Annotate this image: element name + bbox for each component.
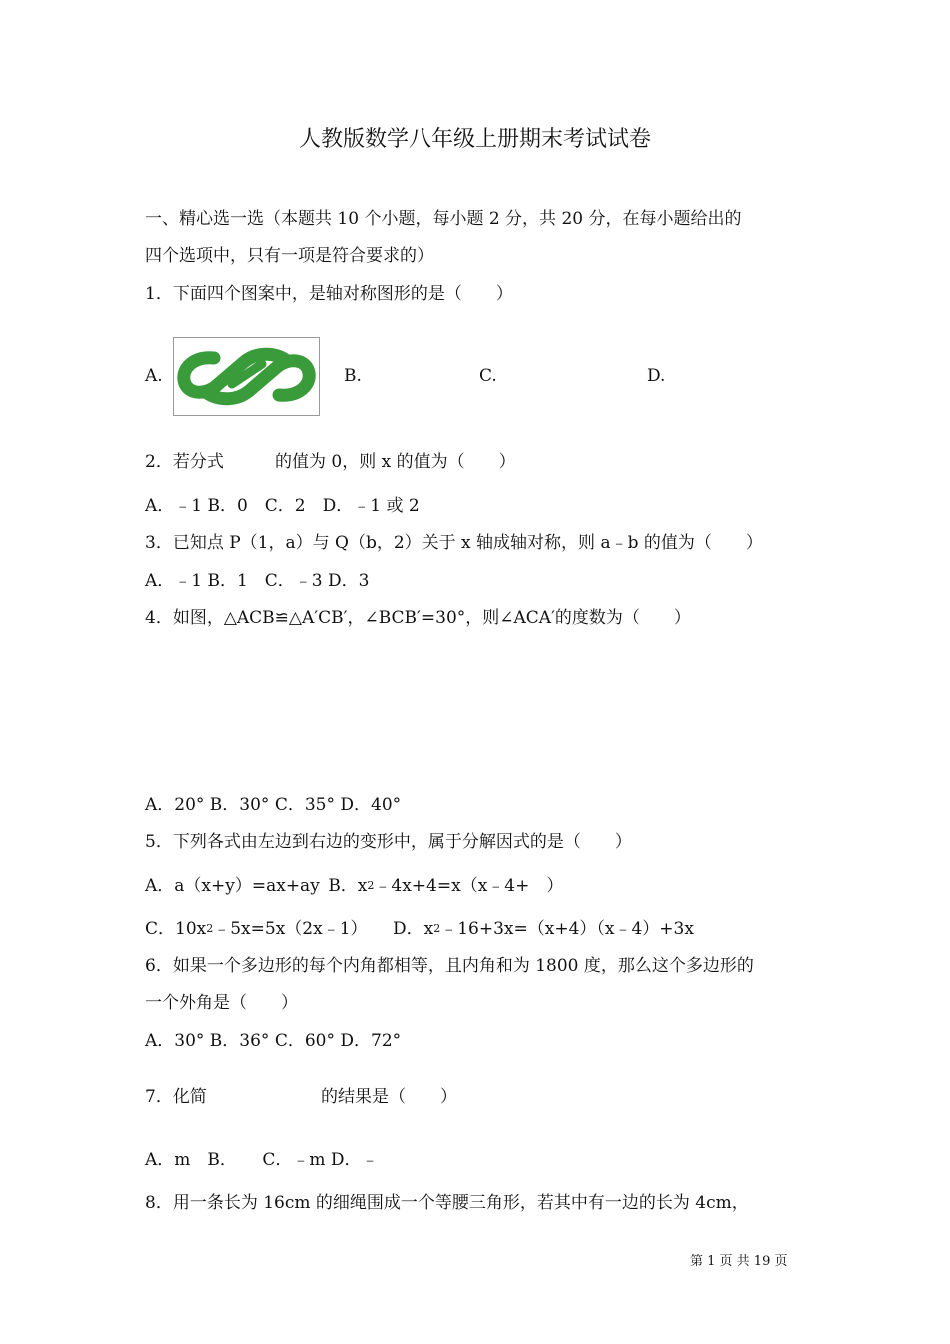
question-3-options: A．﹣1 B．1 C．﹣3 D．3	[145, 571, 370, 591]
q1-option-c: C.	[479, 366, 497, 386]
question-6-line1: 6．如果一个多边形的每个内角都相等，且内角和为 1800 度，那么这个多边形的	[145, 956, 754, 976]
question-5-stem: 5．下列各式由左边到右边的变形中，属于分解因式的是（ ）	[145, 832, 632, 852]
q5-option-a: A．a（x+y）=ax+ay	[145, 876, 320, 896]
q5-option-b: B．x2﹣4x+4=x（x﹣4+ ）	[328, 876, 564, 896]
question-2-stem-start: 2．若分式	[145, 452, 224, 472]
q1-figure-a-logo	[173, 337, 320, 416]
question-3-stem: 3．已知点 P（1，a）与 Q（b，2）关于 x 轴成轴对称，则 a﹣b 的值为（ ）	[145, 533, 763, 553]
q1-option-b: B.	[344, 366, 362, 386]
question-2-stem-end: 的值为 0，则 x 的值为（ ）	[275, 452, 516, 472]
question-2-options: A．﹣1 B．0 C．2 D．﹣1 或 2	[145, 496, 420, 516]
question-5-options-cd	[145, 918, 694, 940]
question-7-stem-start: 7．化简	[145, 1087, 207, 1107]
q5-option-c: C．10x2﹣5x=5x（2x﹣1）	[145, 919, 368, 939]
q5-option-d: D．x2﹣16+3x=（x+4）（x﹣4）+3x	[393, 919, 694, 939]
section-heading-line1: 一、精心选一选（本题共 10 个小题，每小题 2 分，共 20 分，在每小题给出的	[145, 209, 742, 229]
question-1-stem: 1．下面四个图案中，是轴对称图形的是（ ）	[145, 284, 513, 304]
question-5-options-ab	[145, 875, 563, 897]
green-infinity-logo-icon	[174, 338, 319, 415]
section-heading-line2: 四个选项中，只有一项是符合要求的）	[145, 246, 434, 266]
q1-option-a: A.	[145, 366, 163, 386]
question-8-stem: 8．用一条长为 16cm 的细绳围成一个等腰三角形，若其中有一边的长为 4cm，	[145, 1193, 749, 1213]
page-footer: 第 1 页 共 19 页	[690, 1254, 788, 1269]
question-6-line2: 一个外角是（ ）	[145, 993, 298, 1013]
question-6-options: A．30° B．36° C．60° D．72°	[145, 1031, 402, 1051]
question-4-options: A．20° B．30° C．35° D．40°	[145, 795, 402, 815]
question-7-options: A．m B． C．﹣m D．﹣	[145, 1150, 379, 1170]
question-7-stem-end: 的结果是（ ）	[321, 1087, 457, 1107]
page-title: 人教版数学八年级上册期末考试试卷	[298, 127, 651, 152]
q1-option-d: D.	[647, 366, 666, 386]
question-4-stem: 4．如图，△ACB≌△A′CB′，∠BCB′=30°，则∠ACA′的度数为（ ）	[145, 608, 691, 628]
